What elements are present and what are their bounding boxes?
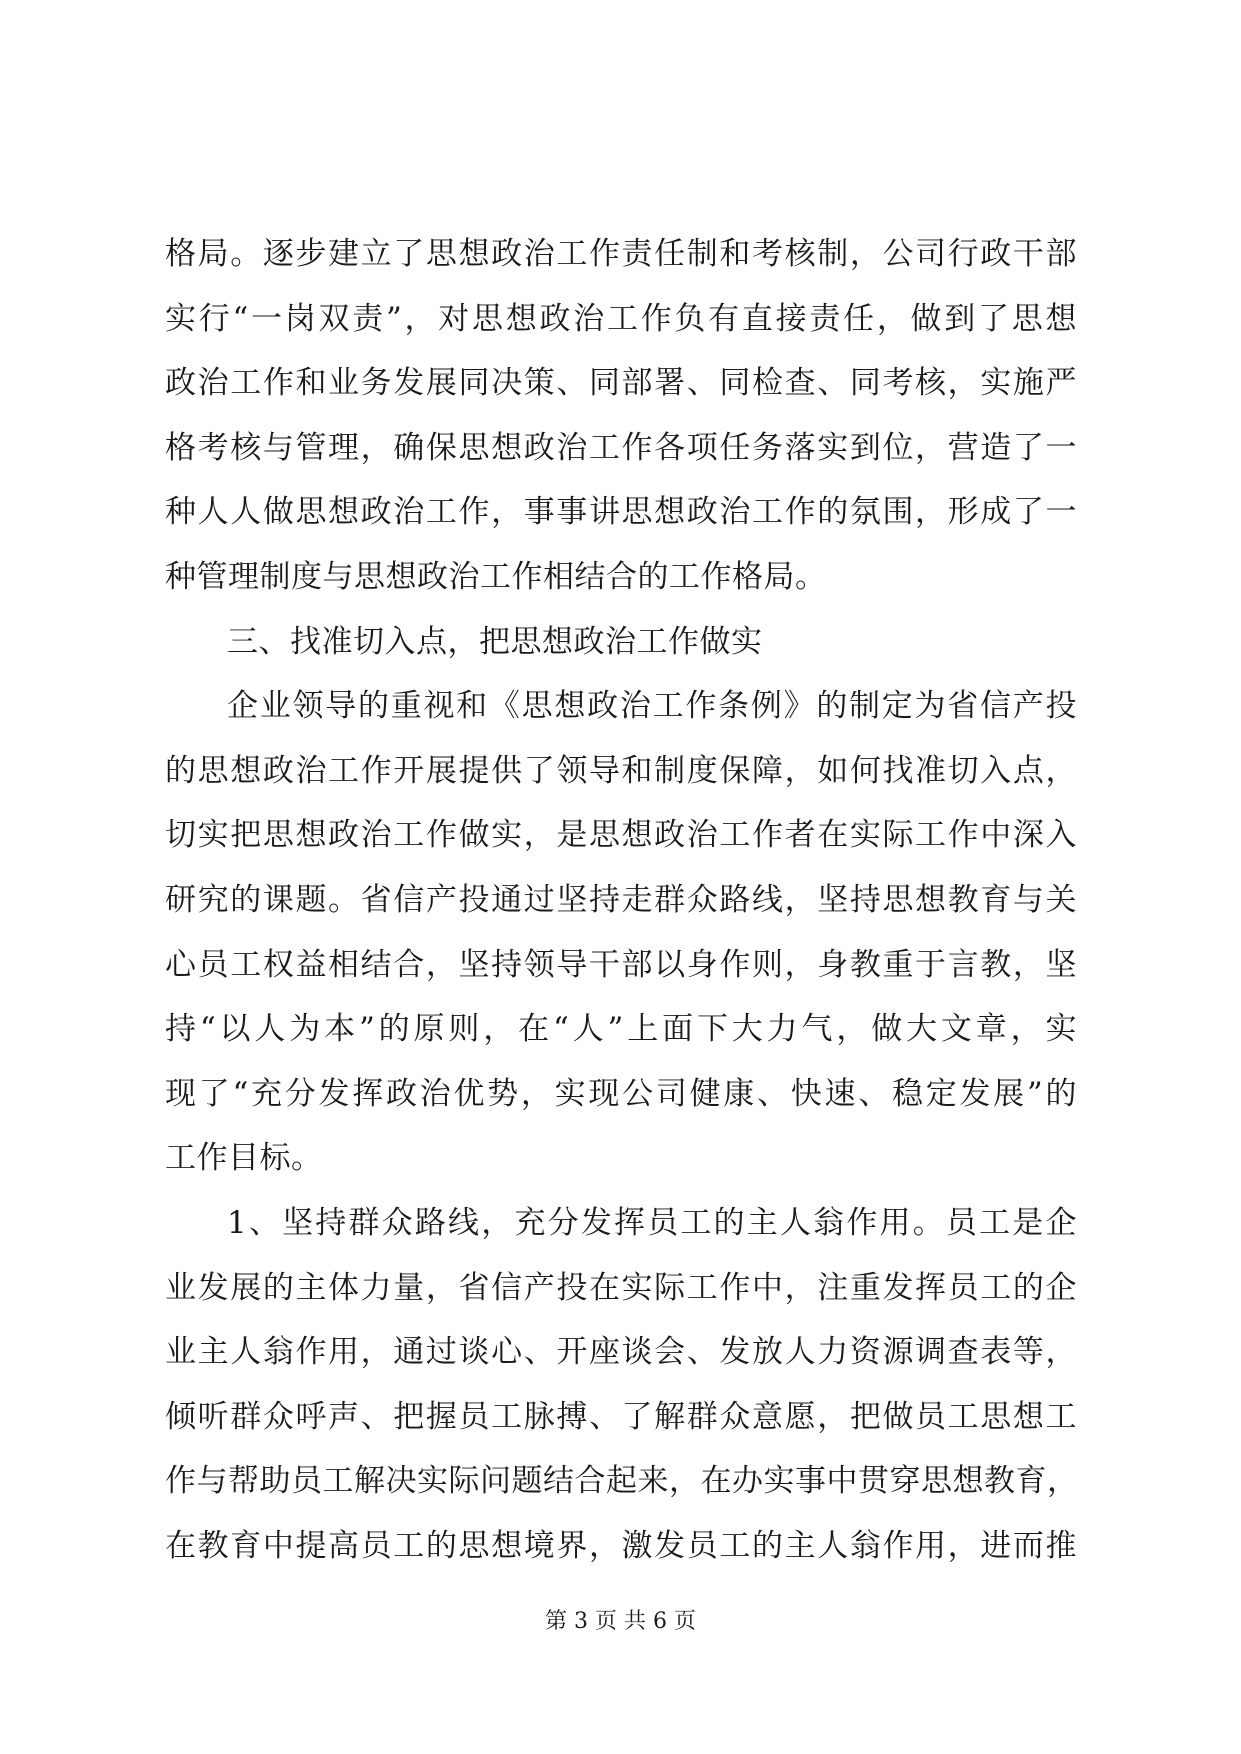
body-text-line: 倾听群众呼声、把握员工脉搏、了解群众意愿，把做员工思想工	[165, 1398, 1077, 1435]
body-text-line: 格考核与管理，确保思想政治工作各项任务落实到位，营造了一	[165, 429, 1077, 466]
body-text-line: 研究的课题。省信产投通过坚持走群众路线，坚持思想教育与关	[165, 881, 1077, 918]
body-text-line: 持“以人为本”的原则，在“人”上面下大力气，做大文章，实	[165, 1011, 1077, 1048]
body-text-line: 实行“一岗双责”，对思想政治工作负有直接责任，做到了思想	[165, 300, 1077, 337]
body-text-line: 1、坚持群众路线，充分发挥员工的主人翁作用。员工是企	[227, 1204, 1077, 1241]
paragraph-entry-point	[165, 674, 1077, 1191]
body-text-line: 种管理制度与思想政治工作相结合的工作格局。	[165, 558, 827, 595]
section-heading-text: 三、找准切入点，把思想政治工作做实	[227, 623, 763, 660]
body-text-line: 作与帮助员工解决实际问题结合起来，在办实事中贯穿思想教育，	[165, 1463, 1079, 1500]
paragraph-mass-line	[165, 1191, 1077, 1579]
body-text-line: 现了“充分发挥政治优势，实现公司健康、快速、稳定发展”的	[165, 1075, 1077, 1112]
body-text-line: 业主人翁作用，通过谈心、开座谈会、发放人力资源调查表等，	[165, 1334, 1077, 1371]
body-text-line: 种人人做思想政治工作，事事讲思想政治工作的氛围，形成了一	[165, 494, 1077, 531]
body-text-line: 心员工权益相结合，坚持领导干部以身作则，身教重于言教，坚	[165, 946, 1077, 983]
section-heading	[165, 610, 1077, 675]
body-text-line: 切实把思想政治工作做实，是思想政治工作者在实际工作中深入	[165, 817, 1077, 854]
paragraph-work-pattern	[165, 222, 1077, 610]
body-text-line: 政治工作和业务发展同决策、同部署、同检查、同考核，实施严	[165, 365, 1077, 402]
body-text-line: 在教育中提高员工的思想境界，激发员工的主人翁作用，进而推	[165, 1527, 1077, 1564]
body-text-line: 工作目标。	[165, 1140, 323, 1177]
page-number-footer: 第 3 页 共 6 页	[545, 1609, 696, 1634]
document-body	[165, 222, 1077, 1578]
body-text-line: 企业领导的重视和《思想政治工作条例》的制定为省信产投	[227, 688, 1077, 725]
body-text-line: 的思想政治工作开展提供了领导和制度保障，如何找准切入点，	[165, 752, 1077, 789]
body-text-line: 业发展的主体力量，省信产投在实际工作中，注重发挥员工的企	[165, 1269, 1077, 1306]
body-text-line: 格局。逐步建立了思想政治工作责任制和考核制，公司行政干部	[165, 236, 1077, 272]
